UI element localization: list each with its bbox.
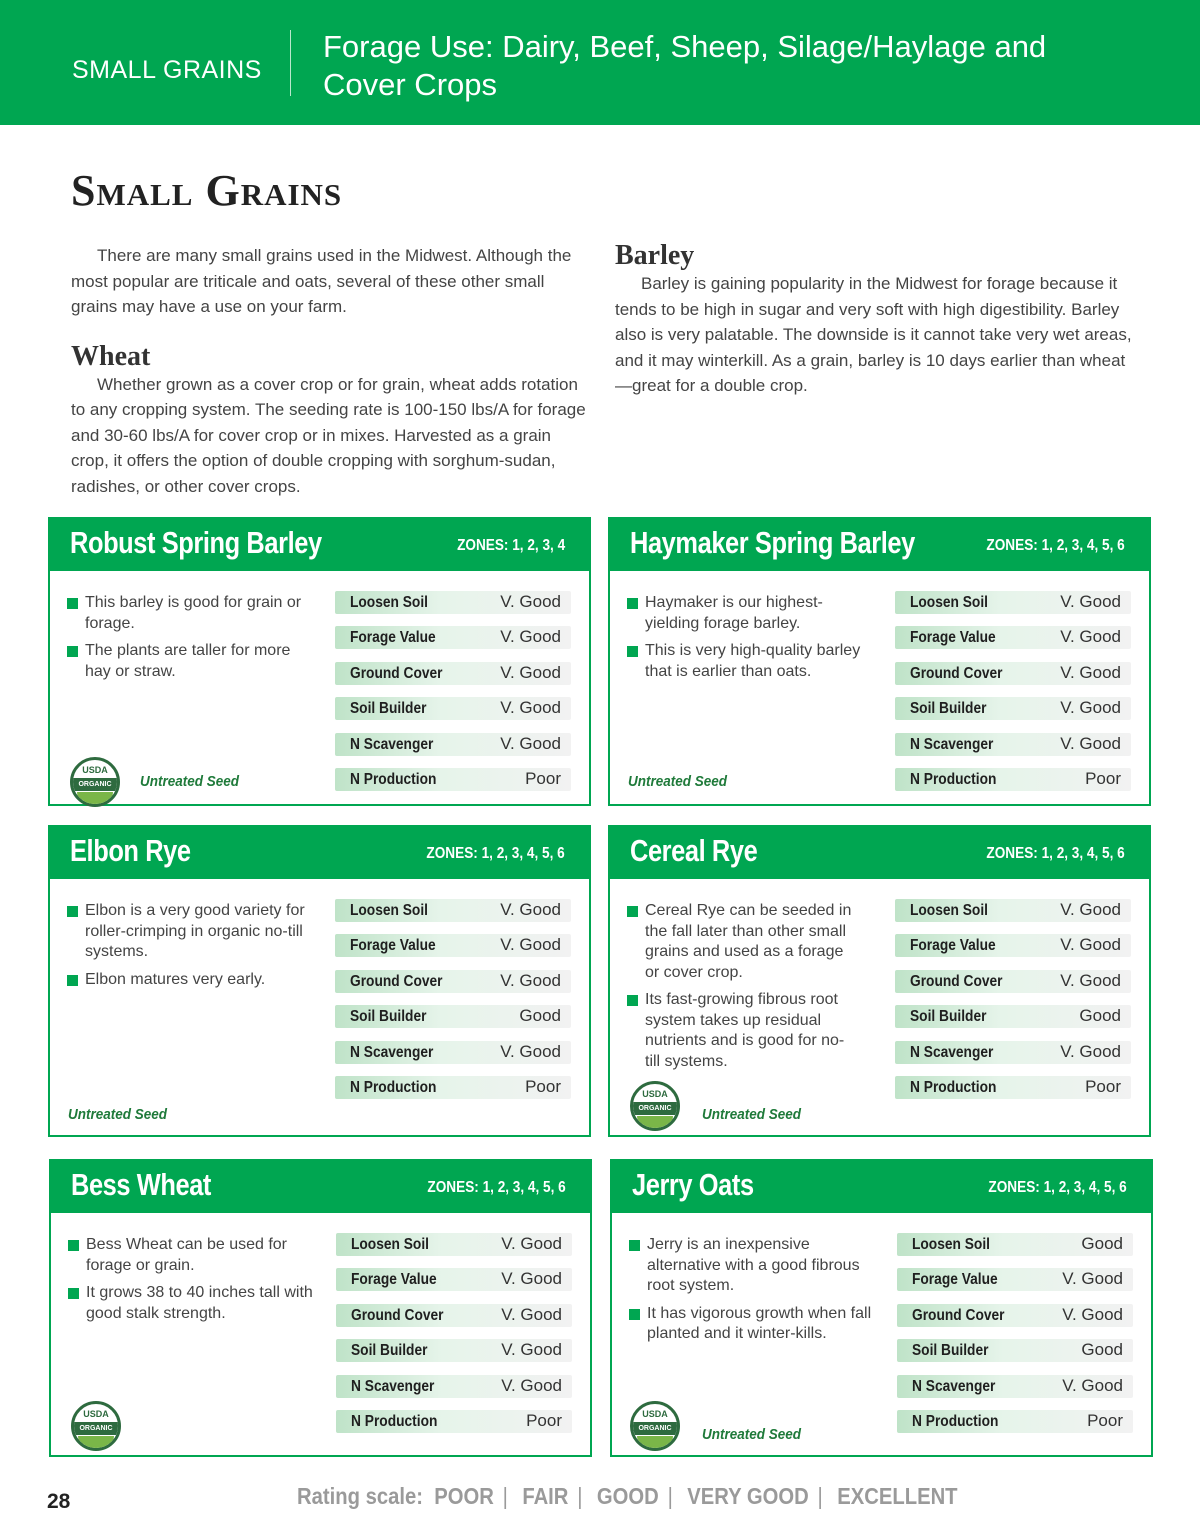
rating-row <box>335 934 571 957</box>
rating-row <box>895 591 1131 614</box>
product-card <box>48 517 591 806</box>
rating-value: V. Good <box>1062 1375 1123 1395</box>
product-card <box>608 517 1151 806</box>
rating-row <box>895 626 1131 649</box>
product-name: Haymaker Spring Barley <box>630 525 915 560</box>
rating-label: Soil Builder <box>350 700 427 718</box>
rating-row <box>895 768 1131 791</box>
rating-scale-label: Rating scale: <box>297 1483 423 1509</box>
scale-level: GOOD <box>596 1483 659 1509</box>
rating-label: Ground Cover <box>351 1306 444 1324</box>
rating-value: V. Good <box>501 1375 562 1395</box>
rating-label: Loosen Soil <box>910 594 988 611</box>
rating-row <box>336 1339 572 1362</box>
usda-organic-seal-icon <box>70 757 120 807</box>
rating-row <box>895 1041 1131 1064</box>
rating-value: Poor <box>1085 768 1121 788</box>
rating-label: N Production <box>350 1078 437 1096</box>
rating-value: V. Good <box>1060 900 1121 919</box>
wheat-paragraph: Whether grown as a cover crop or for grain, wheat adds rotation to any cropping system. The seeding rate is 100-150 lbs/A for forage and 30-60 lbs/A for cover crop or in mixes. Harvested as a grain crop, it offers the option of double cropping with sorghum-sudan, radishes, or other cover crops. <box>71 374 586 496</box>
rating-label: N Production <box>912 1412 999 1430</box>
rating-label: N Scavenger <box>350 735 434 753</box>
rating-row <box>335 970 571 993</box>
page-title: Small Grains <box>71 166 343 215</box>
rating-row <box>895 970 1131 993</box>
product-name: Jerry Oats <box>632 1167 754 1202</box>
untreated-seed-label: Untreated Seed <box>702 1106 802 1123</box>
feature-item: It has vigorous growth when fall planted and it winter-kills. <box>628 1304 878 1345</box>
rating-value: V. Good <box>1062 1269 1123 1289</box>
card-header <box>51 1161 590 1213</box>
rating-label: Forage Value <box>350 937 436 955</box>
product-zones: ZONES: 1, 2, 3, 4, 5, 6 <box>427 1179 566 1196</box>
rating-row <box>895 1005 1131 1028</box>
rating-label: Soil Builder <box>910 700 987 718</box>
rating-value: V. Good <box>500 662 561 682</box>
product-zones: ZONES: 1, 2, 3, 4, 5, 6 <box>426 845 565 862</box>
rating-value: V. Good <box>501 1340 562 1360</box>
seal-band-text: ORGANIC <box>74 1422 118 1435</box>
barley-paragraph: Barley is gaining popularity in the Midwest for forage because it tends to be high in sugar and very soft with high digestibility. Barley also is very palatable. The downside is it cannot take very wet areas, and it may winterkill. As a grain, barley is 10 days earlier than wheat—great for a double crop. <box>615 274 1132 395</box>
rating-label: N Scavenger <box>350 1043 434 1061</box>
rating-row <box>335 662 571 685</box>
rating-row <box>895 1076 1131 1099</box>
feature-item: This barley is good for grain or forage. <box>66 593 316 634</box>
feature-list <box>626 901 856 1079</box>
rating-label: Loosen Soil <box>910 902 988 919</box>
card-header <box>612 1161 1151 1213</box>
feature-item: Cereal Rye can be seeded in the fall later than other small grains and used as a forage or cover crop. <box>626 901 856 983</box>
rating-label: N Scavenger <box>910 1043 994 1061</box>
rating-value: V. Good <box>1060 592 1121 611</box>
seal-top-text: USDA <box>642 1089 668 1099</box>
card-header <box>610 827 1149 879</box>
rating-label: Ground Cover <box>350 664 443 682</box>
rating-value: Good <box>1081 1340 1123 1360</box>
feature-item: This is very high-quality barley that is earlier than oats. <box>626 641 876 682</box>
product-zones: ZONES: 1, 2, 3, 4, 5, 6 <box>986 845 1125 862</box>
rating-row <box>335 768 571 791</box>
rating-value: V. Good <box>501 1234 562 1253</box>
rating-value: V. Good <box>500 627 561 647</box>
rating-value: V. Good <box>1060 662 1121 682</box>
rating-row <box>335 591 571 614</box>
usda-organic-seal-icon <box>630 1081 680 1131</box>
rating-label: Forage Value <box>912 1271 998 1289</box>
feature-item: It grows 38 to 40 inches tall with good stalk strength. <box>67 1283 317 1324</box>
rating-value: V. Good <box>500 900 561 919</box>
feature-list <box>67 1235 317 1331</box>
feature-item: The plants are taller for more hay or straw. <box>66 641 316 682</box>
feature-item: Bess Wheat can be used for forage or grain. <box>67 1235 317 1276</box>
rating-row <box>335 733 571 756</box>
rating-row <box>335 1005 571 1028</box>
feature-item: Haymaker is our highest-yielding forage barley. <box>626 593 876 634</box>
rating-row <box>335 1041 571 1064</box>
rating-value: Poor <box>1085 1076 1121 1096</box>
rating-value: Poor <box>525 1076 561 1096</box>
rating-label: N Scavenger <box>351 1377 435 1395</box>
rating-value: Good <box>1081 1234 1123 1253</box>
seal-band-text: ORGANIC <box>633 1102 677 1115</box>
untreated-seed-label: Untreated Seed <box>628 773 728 790</box>
product-card <box>610 1159 1153 1457</box>
rating-label: N Production <box>351 1412 438 1430</box>
rating-row <box>897 1233 1133 1256</box>
product-zones: ZONES: 1, 2, 3, 4, 5, 6 <box>986 537 1125 554</box>
feature-item: Elbon matures very early. <box>66 970 316 991</box>
feature-list <box>66 593 316 689</box>
rating-value: V. Good <box>500 935 561 955</box>
scale-level: VERY GOOD <box>687 1483 809 1509</box>
usda-organic-seal-icon <box>71 1401 121 1451</box>
rating-value: Poor <box>526 1410 562 1430</box>
ratings-table <box>895 899 1131 1111</box>
rating-row <box>336 1304 572 1327</box>
product-zones: ZONES: 1, 2, 3, 4, 5, 6 <box>988 1179 1127 1196</box>
card-header <box>50 519 589 571</box>
rating-label: Ground Cover <box>910 664 1003 682</box>
rating-value: V. Good <box>1060 698 1121 718</box>
feature-item: Jerry is an inexpensive alternative with a good fibrous root system. <box>628 1235 878 1297</box>
rating-value: V. Good <box>500 733 561 753</box>
rating-value: V. Good <box>501 1269 562 1289</box>
product-card <box>49 1159 592 1457</box>
rating-value: V. Good <box>1060 733 1121 753</box>
untreated-seed-label: Untreated Seed <box>68 1106 168 1123</box>
scale-level: EXCELLENT <box>837 1483 958 1509</box>
product-card <box>48 825 591 1137</box>
rating-label: Loosen Soil <box>350 594 428 611</box>
ratings-table <box>897 1233 1133 1445</box>
feature-list <box>626 593 876 689</box>
rating-value: Poor <box>525 768 561 788</box>
product-card <box>608 825 1151 1137</box>
ratings-table <box>895 591 1131 803</box>
rating-label: Forage Value <box>910 629 996 647</box>
barley-column <box>615 241 1135 399</box>
product-name: Bess Wheat <box>71 1167 212 1202</box>
rating-value: Good <box>519 1006 561 1026</box>
rating-row <box>895 662 1131 685</box>
banner-divider <box>290 30 291 96</box>
page-number: 28 <box>47 1490 71 1513</box>
top-banner <box>0 0 1200 125</box>
rating-row <box>336 1268 572 1291</box>
rating-label: Ground Cover <box>350 972 443 990</box>
scale-level: FAIR <box>522 1483 569 1509</box>
rating-label: Ground Cover <box>912 1306 1005 1324</box>
seal-band-text: ORGANIC <box>73 778 117 791</box>
section-label: SMALL GRAINS <box>72 56 262 84</box>
ratings-table <box>336 1233 572 1445</box>
rating-row <box>336 1233 572 1256</box>
rating-value: V. Good <box>500 592 561 611</box>
ratings-table <box>335 591 571 803</box>
rating-value: V. Good <box>1060 627 1121 647</box>
rating-label: N Scavenger <box>910 735 994 753</box>
untreated-seed-label: Untreated Seed <box>702 1426 802 1443</box>
product-name: Elbon Rye <box>70 833 191 868</box>
rating-value: V. Good <box>500 970 561 990</box>
rating-scale: Rating scale: POOR | FAIR | GOOD | VERY GOOD | EXCELLENT <box>297 1483 958 1509</box>
rating-value: V. Good <box>1060 970 1121 990</box>
seal-top-text: USDA <box>82 765 108 775</box>
rating-label: Ground Cover <box>910 972 1003 990</box>
rating-value: V. Good <box>500 1041 561 1061</box>
rating-row <box>895 733 1131 756</box>
rating-value: V. Good <box>1060 935 1121 955</box>
rating-label: Forage Value <box>351 1271 437 1289</box>
seal-band-text: ORGANIC <box>633 1422 677 1435</box>
rating-row <box>336 1375 572 1398</box>
product-name: Cereal Rye <box>630 833 758 868</box>
card-header <box>50 827 589 879</box>
intro-column <box>71 243 586 499</box>
rating-row <box>335 899 571 922</box>
rating-label: Forage Value <box>910 937 996 955</box>
rating-row <box>897 1339 1133 1362</box>
rating-label: Loosen Soil <box>351 1236 429 1253</box>
rating-label: Forage Value <box>350 629 436 647</box>
rating-row <box>335 1076 571 1099</box>
rating-label: N Production <box>910 1078 997 1096</box>
product-name: Robust Spring Barley <box>70 525 322 560</box>
rating-row <box>897 1304 1133 1327</box>
rating-row <box>895 934 1131 957</box>
wheat-heading: Wheat <box>71 340 151 372</box>
rating-value: V. Good <box>1062 1304 1123 1324</box>
rating-value: Poor <box>1087 1410 1123 1430</box>
rating-row <box>336 1410 572 1433</box>
rating-label: Loosen Soil <box>912 1236 990 1253</box>
rating-row <box>897 1268 1133 1291</box>
feature-item: Elbon is a very good variety for roller-crimping in organic no-till systems. <box>66 901 316 963</box>
rating-row <box>895 899 1131 922</box>
feature-item: Its fast-growing fibrous root system takes up residual nutrients and is good for no-till systems. <box>626 990 856 1072</box>
rating-row <box>897 1410 1133 1433</box>
rating-row <box>335 626 571 649</box>
card-header <box>610 519 1149 571</box>
rating-row <box>897 1375 1133 1398</box>
topic-title: Forage Use: Dairy, Beef, Sheep, Silage/Haylage and Cover Crops <box>323 29 1047 102</box>
rating-label: Soil Builder <box>910 1008 987 1026</box>
rating-label: Soil Builder <box>351 1342 428 1360</box>
ratings-table <box>335 899 571 1111</box>
intro-paragraph: There are many small grains used in the Midwest. Although the most popular are triticale and oats, several of these other small grains may have a use on your farm. <box>71 246 572 316</box>
rating-label: Loosen Soil <box>350 902 428 919</box>
rating-label: Soil Builder <box>912 1342 989 1360</box>
rating-value: Good <box>1079 1006 1121 1026</box>
seal-top-text: USDA <box>642 1409 668 1419</box>
rating-label: Soil Builder <box>350 1008 427 1026</box>
untreated-seed-label: Untreated Seed <box>140 773 240 790</box>
rating-value: V. Good <box>501 1304 562 1324</box>
scale-level: POOR <box>434 1483 494 1509</box>
feature-list <box>66 901 316 997</box>
rating-label: N Scavenger <box>912 1377 996 1395</box>
rating-row <box>895 697 1131 720</box>
feature-list <box>628 1235 878 1352</box>
product-zones: ZONES: 1, 2, 3, 4 <box>456 537 565 554</box>
rating-label: N Production <box>910 770 997 788</box>
rating-value: V. Good <box>1060 1041 1121 1061</box>
rating-row <box>335 697 571 720</box>
seal-top-text: USDA <box>83 1409 109 1419</box>
rating-label: N Production <box>350 770 437 788</box>
usda-organic-seal-icon <box>630 1401 680 1451</box>
barley-heading: Barley <box>615 240 695 271</box>
rating-value: V. Good <box>500 698 561 718</box>
